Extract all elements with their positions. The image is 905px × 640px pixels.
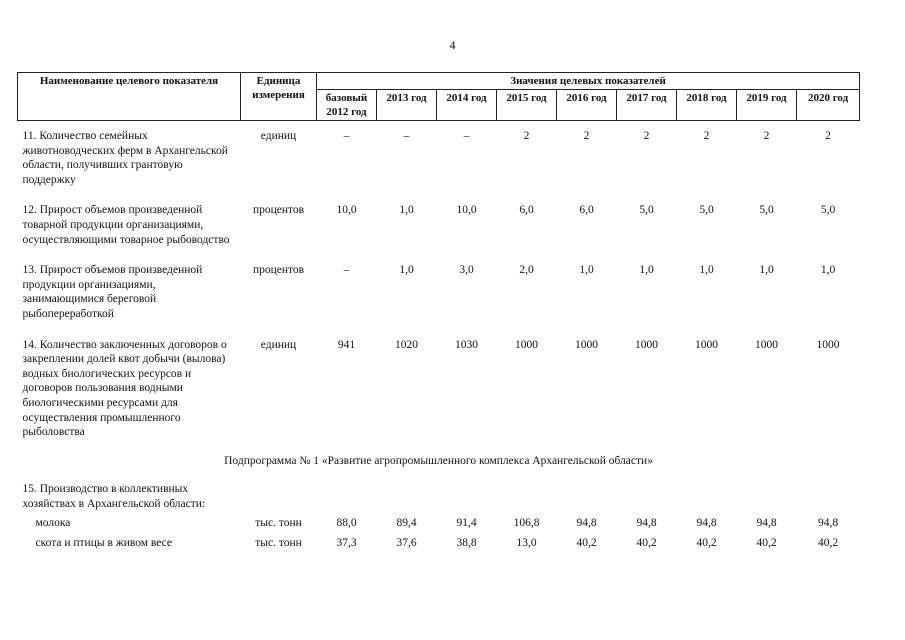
indicator-name: скота и птицы в живом весе — [35, 537, 173, 550]
indicator-name: 12. Прирост объемов произведенной товарной продукции организациями, осуществляющими товарное рыбоводство — [22, 204, 230, 246]
indicator-value: 2 — [583, 130, 590, 142]
indicator-value: 1000 — [695, 338, 718, 351]
header-year: 2016 год — [557, 90, 617, 121]
indicator-value: 40,2 — [696, 537, 717, 550]
indicator-value: 1,0 — [820, 264, 836, 277]
indicator-value: 40,2 — [636, 537, 657, 550]
indicator-value: 94,8 — [756, 517, 777, 530]
indicator-value: 5,0 — [820, 204, 836, 217]
table-row — [18, 129, 860, 187]
header-year: 2013 год — [377, 90, 437, 121]
indicator-name: 15. Производство в коллективных хозяйствах в Архангельской области: — [22, 483, 206, 510]
indicator-value: 40,2 — [576, 537, 597, 550]
indicator-value: 1,0 — [639, 264, 654, 277]
indicator-unit: процентов — [252, 204, 305, 217]
table-row — [18, 263, 860, 321]
indicator-value: 94,8 — [696, 517, 717, 530]
indicator-value: 1,0 — [579, 264, 594, 277]
indicator-value: 1000 — [635, 338, 658, 351]
indicator-name: молока — [35, 517, 71, 530]
indicator-value: 1,0 — [699, 264, 714, 277]
indicator-value: 2 — [643, 130, 650, 142]
indicator-unit: единиц — [260, 338, 297, 351]
indicator-value: 1020 — [395, 338, 418, 351]
indicator-value: 37,6 — [396, 537, 417, 550]
indicator-value: 88,0 — [336, 517, 357, 530]
header-year: базовый 2012 год — [317, 90, 377, 121]
header-unit: Единица измерения — [241, 73, 317, 121]
indicator-name: 13. Прирост объемов произведенной продукции организациями, занимающимися береговой рыбопереработкой — [22, 264, 203, 320]
indicator-unit: единиц — [260, 130, 297, 142]
indicator-value: 10,0 — [336, 204, 357, 217]
indicators-table — [17, 72, 860, 551]
indicator-value: 1030 — [455, 338, 478, 351]
indicator-unit: процентов — [252, 264, 305, 277]
header-year: 2017 год — [617, 90, 677, 121]
indicator-value: 2 — [703, 130, 710, 142]
indicator-value: 94,8 — [576, 517, 597, 530]
indicator-value: – — [343, 130, 350, 142]
indicator-value: 2 — [825, 130, 831, 142]
indicator-value: 1000 — [515, 338, 538, 351]
indicator-unit: тыс. тонн — [255, 537, 302, 550]
page-number: 4 — [449, 38, 456, 52]
subprogram-row — [18, 454, 860, 469]
indicator-value: 6,0 — [579, 204, 594, 217]
indicator-value: 1,0 — [759, 264, 774, 277]
header-name: Наименование целевого показателя — [18, 73, 241, 121]
indicator-value: 10,0 — [456, 204, 477, 217]
indicator-value: 5,0 — [699, 204, 714, 217]
table-row — [18, 203, 860, 247]
indicator-name: 11. Количество семейных животноводческих ферм в Архангельской области, получивших грантовую поддержку — [22, 130, 228, 186]
indicator-value: 3,0 — [459, 264, 474, 277]
indicator-value: 106,8 — [513, 517, 540, 530]
indicator-value: 2 — [523, 130, 530, 142]
header-year: 2018 год — [677, 90, 737, 121]
indicator-value: 40,2 — [817, 537, 839, 550]
indicator-value: 1,0 — [399, 204, 414, 217]
table-row — [18, 482, 860, 511]
indicator-value: 2,0 — [519, 264, 534, 277]
indicator-value: 38,8 — [456, 537, 477, 550]
header-year: 2015 год — [497, 90, 557, 121]
indicator-value: 94,8 — [636, 517, 657, 530]
indicator-value: 5,0 — [639, 204, 654, 217]
indicator-value: 91,4 — [456, 517, 477, 530]
indicator-unit: тыс. тонн — [255, 517, 302, 530]
indicator-value: 2 — [763, 130, 770, 142]
indicator-value: 1000 — [755, 338, 778, 351]
header-values-group: Значения целевых показателей — [317, 73, 860, 90]
indicator-value: 13,0 — [516, 537, 537, 550]
table-row — [18, 536, 860, 551]
indicator-name: 14. Количество заключенных договоров о закреплении долей квот добычи (вылова) водных биологических ресурсов и договоров пользования водными биологическими ресурсами для осуществления промышленного рыболовства — [22, 338, 227, 439]
table-row — [18, 516, 860, 531]
indicator-value: 94,8 — [817, 517, 839, 530]
indicator-value: 1,0 — [399, 264, 414, 277]
indicator-value: 6,0 — [519, 204, 534, 217]
indicator-value: 37,3 — [336, 537, 357, 550]
indicator-value: 89,4 — [396, 517, 417, 530]
subprogram-title: Подпрограмма № 1 «Развитие агропромышленного комплекса Архангельской области» — [224, 454, 653, 467]
header-year: 2020 год — [797, 90, 860, 121]
indicator-value: 1000 — [816, 338, 840, 351]
indicator-value: – — [463, 130, 470, 142]
indicator-value: 941 — [337, 338, 356, 351]
indicator-value: – — [343, 264, 350, 277]
indicator-value: 1000 — [575, 338, 598, 351]
indicator-value: 5,0 — [759, 204, 774, 217]
table-row — [18, 338, 860, 440]
indicator-value: 40,2 — [756, 537, 777, 550]
header-year: 2019 год — [737, 90, 797, 121]
header-year: 2014 год — [437, 90, 497, 121]
indicator-value: – — [403, 130, 410, 142]
